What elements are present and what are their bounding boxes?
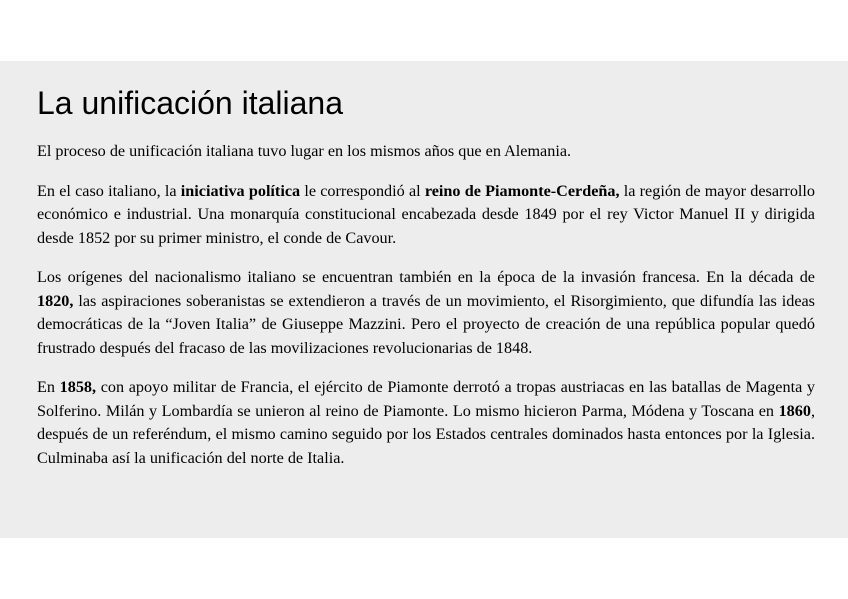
paragraph-piamonte xyxy=(37,180,815,251)
paragraph-text: le correspondió al xyxy=(300,181,425,200)
paragraph-text: con apoyo militar de Francia, el ejército de Piamonte derrotó a tropas austriacas en las batallas de Magenta y Solferino. Milán y Lombardía se unieron al reino de Piamonte. Lo mismo hicieron Parma, Módena y Toscana en xyxy=(37,378,815,420)
paragraph-text: En el caso italiano, la xyxy=(37,181,181,200)
paragraph-text: la región de mayor desarrollo económico e industrial. Una monarquía constitucional encabezada desde 1849 por el rey Victor Manuel II y dirigida desde 1852 por su primer ministro, el conde de Cavour. xyxy=(37,181,816,247)
paragraph-origins xyxy=(37,266,815,360)
slide-title: La unificación italiana xyxy=(37,85,343,121)
bold-term: 1820, xyxy=(37,291,74,310)
slide-body xyxy=(37,140,815,486)
paragraph-intro xyxy=(37,140,815,164)
bold-term: 1858, xyxy=(59,378,97,396)
paragraph-text: En xyxy=(37,378,60,396)
paragraph-text: Los orígenes del nacionalismo italiano se encuentran también en la época de la invasión francesa. En la década de xyxy=(37,268,815,286)
paragraph-text: , después de un referéndum, el mismo camino seguido por los Estados centrales dominados hasta entonces por la Iglesia. Culminaba así la unificación del norte de Italia. xyxy=(37,401,815,467)
bold-term: reino de Piamonte-Cerdeña, xyxy=(424,181,620,200)
bold-term: 1860 xyxy=(778,401,811,420)
slide xyxy=(0,61,848,538)
bold-term: iniciativa política xyxy=(180,181,301,200)
paragraph-1858 xyxy=(37,376,815,470)
paragraph-text: El proceso de unificación italiana tuvo lugar en los mismos años que en Alemania. xyxy=(37,142,572,160)
paragraph-text: las aspiraciones soberanistas se extendieron a través de un movimiento, el Risorgimiento, que difundía las ideas democráticas de la “Joven Italia” de Giuseppe Mazzini. Pero el proyecto de creación de una república popular quedó frustrado después del fracaso de las movilizaciones revolucionarias de 1848. xyxy=(37,291,815,357)
